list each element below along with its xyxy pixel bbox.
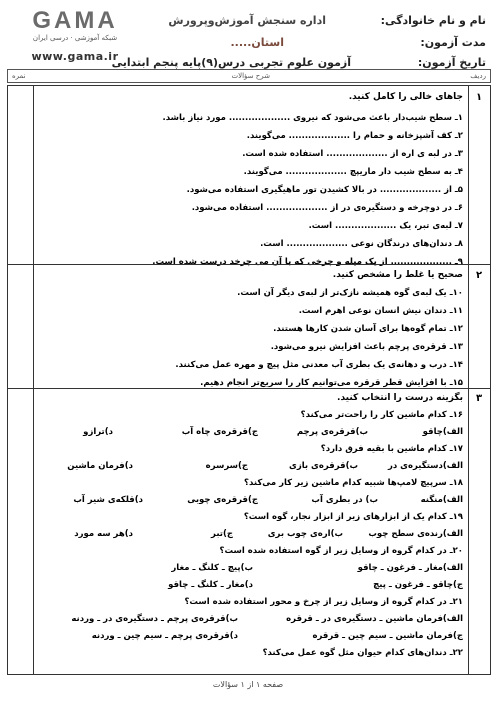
option: ب)پیچ ـ کلنگ ـ مغار xyxy=(171,563,253,573)
svg-text:GAMA: GAMA xyxy=(32,7,118,34)
option: ج)قرقره‌ی چوبی xyxy=(187,495,258,505)
section-1-line: ۷ـ لبه‌ی تبر، یک ................... است. xyxy=(308,221,463,231)
question-21-options-row1 xyxy=(38,614,463,627)
option: ج)سرسره xyxy=(205,461,248,471)
score-column xyxy=(8,86,34,674)
question-17-options xyxy=(38,461,463,474)
score-column-label: نمره xyxy=(12,72,26,80)
row-column-label: ردیف xyxy=(470,72,486,80)
option: ج)چاقو ـ فرغون ـ پیچ xyxy=(373,580,463,590)
section-1-line: ۵ـ از ................... در بالا کشیدن تور ماهیگیری استفاده می‌شود. xyxy=(186,185,463,195)
questions-column-label: شرح سؤالات xyxy=(231,72,270,80)
question-22: ۲۲ـ دندان‌های کدام حیوان مثل گوه عمل می‌کند؟ xyxy=(262,648,463,658)
section-1-line: ۲ـ کف آشپزخانه و حمام را ................... می‌گویند. xyxy=(246,131,463,141)
option: ب)قرقره‌ی پرچم ـ دستگیره‌ی در ـ وردنه xyxy=(71,614,238,624)
option: ب)قرقره‌ی پرچم xyxy=(296,427,368,437)
gama-url: www.gama.ir xyxy=(31,50,119,63)
section-1-line: ۱ـ سطح شیب‌دار باعث می‌شود که نیروی ................... مورد نیاز باشد. xyxy=(162,113,463,123)
question-20-options-row1 xyxy=(38,563,463,576)
section-1-line: ۹ـ ................... از یک میله و چرخی که با آن می چرخد درست شده است. xyxy=(152,257,463,267)
question-17: ۱۷ـ کدام ماشین با بقیه فرق دارد؟ xyxy=(320,444,463,454)
questions-table xyxy=(7,85,491,675)
section-3-title: بگزینه درست را انتخاب کنید. xyxy=(337,393,463,403)
option: د)هر سه مورد xyxy=(74,529,133,539)
section-1-line: ۳ـ در لبه ی اره از ................... استفاده شده است. xyxy=(242,149,463,159)
option: ج)قرقره‌ی چاه آب xyxy=(181,427,258,437)
option: ج)تبر xyxy=(211,529,233,539)
option: الف)رنده‌ی سطح چوب xyxy=(368,529,463,539)
exam-header xyxy=(0,0,496,80)
option: د)قلکه‌ی شیر آب xyxy=(73,495,143,505)
section-divider xyxy=(8,264,490,265)
question-18: ۱۸ـ سرپیچ لامپ‌ها شبیه کدام ماشین زیر کار می‌کند؟ xyxy=(244,478,463,488)
question-20: ۲۰ـ در کدام گروه از وسایل زیر از گوه استفاده شده است؟ xyxy=(219,546,463,556)
question-16-options xyxy=(38,427,463,440)
option: د)فرمان ماشین xyxy=(67,461,133,471)
section-2-line: ۱۰ـ یک لبه‌ی گوه همیشه نازک‌تر از لبه‌ی دیگر آن است. xyxy=(237,288,463,298)
section-2-line: ۱۲ـ تمام گوه‌ها برای آسان شدن کارها هستند. xyxy=(273,324,463,334)
question-21: ۲۱ـ در کدام گروه از وسایل زیر از چرخ و محور استفاده شده است؟ xyxy=(184,597,463,607)
province-label: استان..... xyxy=(230,36,284,49)
option: ب)قرقره‌ی بازی xyxy=(289,461,358,471)
duration-label: مدت آزمون: xyxy=(420,36,486,49)
option: ج)فرمان ماشین ـ سیم چین ـ قرقره xyxy=(312,631,463,641)
question-18-options xyxy=(38,495,463,508)
section-3-number: ۳ xyxy=(475,393,483,404)
option: ب) در بطری آب xyxy=(311,495,378,505)
section-1-title: جاهای خالی را کامل کنید. xyxy=(348,92,463,102)
option: د)مغار ـ کلنگ ـ چاقو xyxy=(168,580,253,590)
section-2-line: ۱۳ـ قرقره‌ی پرچم باعث افزایش نیرو می‌شود. xyxy=(270,342,463,352)
section-1-line: ۴ـ به سطح شیب دار ماریپچ ................... می‌گویند. xyxy=(243,167,463,177)
option: ب)اره‌ی چوب بری xyxy=(267,529,343,539)
section-1-number: ۱ xyxy=(475,92,483,103)
option: الف)دستگیره‌ی در xyxy=(387,461,463,471)
option: د)قرقره‌ی پرچم ـ سیم چین ـ وردنه xyxy=(91,631,238,641)
table-header xyxy=(7,69,491,83)
section-1-line: ۸ـ دندان‌های درندگان نوعی ................... است. xyxy=(260,239,463,249)
question-20-options-row2 xyxy=(38,580,463,593)
page-footer: صفحه ۱ از ۱ سؤالات xyxy=(212,680,284,689)
section-2-title: صحیح یا غلط را مشخص کنید. xyxy=(332,270,463,280)
exam-title: آزمون علوم تجربی درس(۹)پایه پنجم ابتدایی xyxy=(111,56,351,69)
section-2-line: ۱۵ـ با افزایش قطر قرقره می‌توانیم کار را سریع‌تر انجام دهیم. xyxy=(200,378,463,388)
question-19-options xyxy=(38,529,463,542)
gama-logo-subtitle: شبکه آموزشی · درسی ایران xyxy=(32,34,118,42)
date-label: تاریخ آزمون: xyxy=(417,56,486,69)
gama-logo-mark xyxy=(10,6,140,34)
option: د)ترازو xyxy=(83,427,113,437)
question-16: ۱۶ـ کدام ماشین کار را راحت‌تر می‌کند؟ xyxy=(300,410,463,420)
option: الف)مغار ـ فرغون ـ چاقو xyxy=(357,563,463,573)
option: الف)چاقو xyxy=(422,427,463,437)
name-label: نام و نام خانوادگی: xyxy=(380,14,486,27)
option: الف)منگنه xyxy=(420,495,463,505)
section-divider xyxy=(8,388,490,389)
section-2-number: ۲ xyxy=(475,270,483,281)
question-19: ۱۹ـ کدام یک از ابزارهای زیر از ابزار نجار، گوه است؟ xyxy=(243,512,463,522)
section-2-line: ۱۴ـ درب و دهانه‌ی یک بطری آب معدنی مثل پیچ و مهره عمل می‌کنند. xyxy=(175,360,463,370)
question-21-options-row2 xyxy=(38,631,463,644)
row-number-column xyxy=(468,86,490,674)
office-title: اداره سنجش آموزش‌وپرورش xyxy=(168,14,326,27)
section-1-line: ۶ـ در دوچرخه و دستگیره‌ی در از ................... استفاده می‌شود. xyxy=(191,203,463,213)
option: الف)فرمان ماشین ـ دستگیره‌ی در ـ قرقره xyxy=(286,614,463,624)
section-2-line: ۱۱ـ دندان نیش انسان نوعی اهرم است. xyxy=(298,306,463,316)
